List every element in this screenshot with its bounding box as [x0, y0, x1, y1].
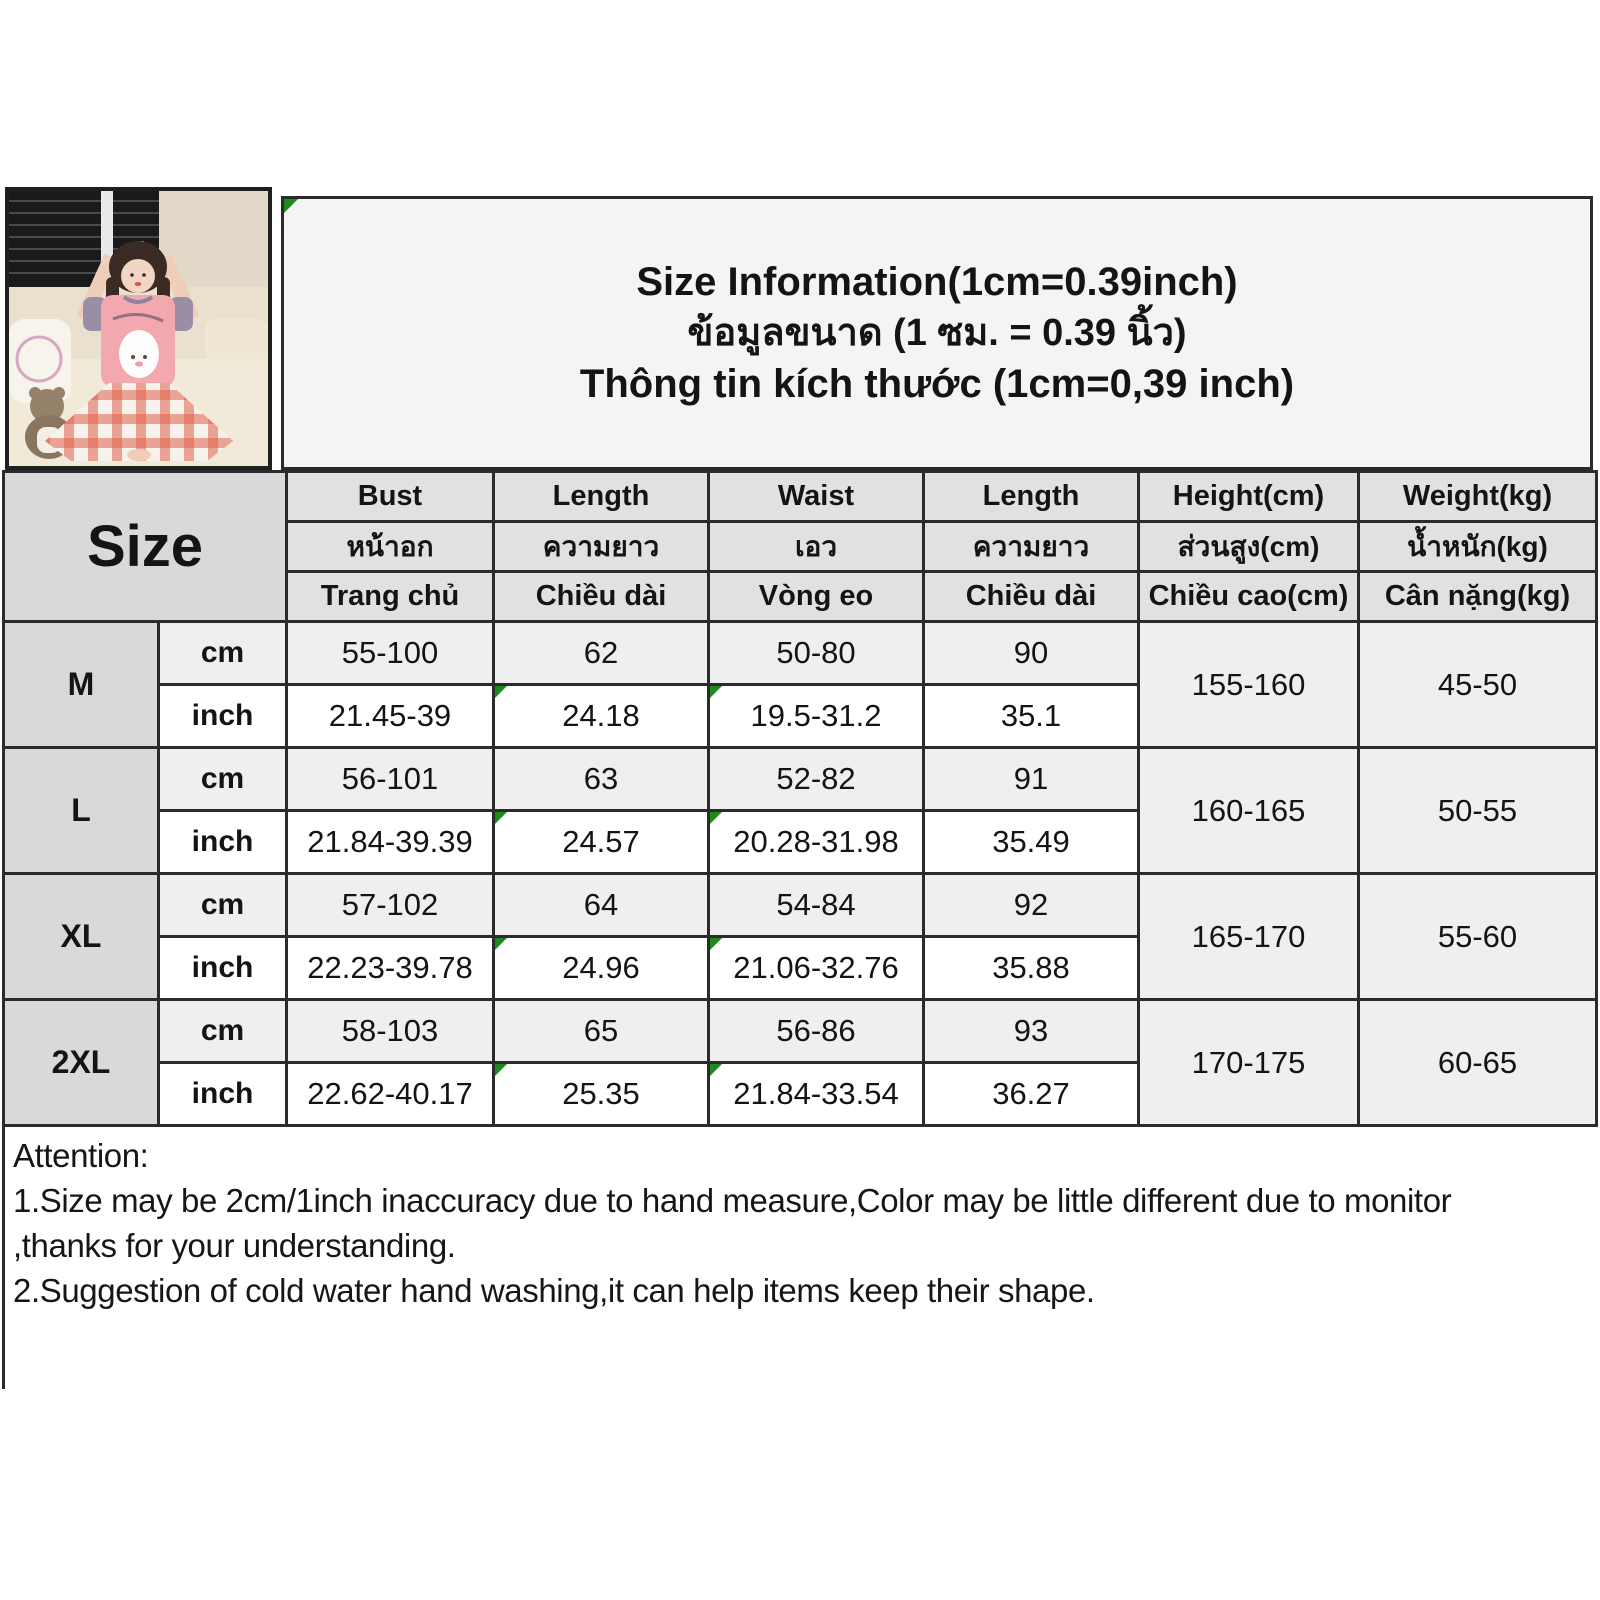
- value-xl-length2-inch: 35.88: [924, 937, 1139, 1000]
- unit-label-cm: cm: [159, 748, 287, 811]
- col-header-weight-th: น้ำหนัก(kg): [1359, 522, 1597, 572]
- value-xl-length-inch: 24.96: [494, 937, 709, 1000]
- col-header-weight-vi: Cân nặng(kg): [1359, 572, 1597, 622]
- green-corner-icon: [710, 938, 722, 950]
- value-xl-length2-cm: 92: [924, 874, 1139, 937]
- size-corner-cell: Size: [4, 472, 287, 622]
- size-label-m: M: [4, 622, 159, 748]
- row-xl-cm: [4, 874, 1597, 937]
- row-2xl-cm: [4, 1000, 1597, 1063]
- value-l-bust-cm: 56-101: [287, 748, 494, 811]
- product-photo: [5, 187, 272, 470]
- value-m-bust-cm: 55-100: [287, 622, 494, 685]
- row-l-cm: [4, 748, 1597, 811]
- value-2xl-length2-cm: 93: [924, 1000, 1139, 1063]
- value-m-height: 155-160: [1139, 622, 1359, 748]
- value-2xl-bust-inch: 22.62-40.17: [287, 1063, 494, 1126]
- attention-heading: Attention:: [13, 1137, 149, 1174]
- unit-label-cm: cm: [159, 1000, 287, 1063]
- value-m-waist-inch: 19.5-31.2: [709, 685, 924, 748]
- value-xl-waist-inch: 21.06-32.76: [709, 937, 924, 1000]
- value-m-bust-inch: 21.45-39: [287, 685, 494, 748]
- unit-label-inch: inch: [159, 685, 287, 748]
- green-corner-icon: [710, 1064, 722, 1076]
- value-xl-height: 165-170: [1139, 874, 1359, 1000]
- unit-label-cm: cm: [159, 622, 287, 685]
- col-header-bust-th: หน้าอก: [287, 522, 494, 572]
- value-l-length-cm: 63: [494, 748, 709, 811]
- value-l-length-inch: 24.57: [494, 811, 709, 874]
- size-info-header: [281, 196, 1593, 470]
- col-header-waist-vi: Vòng eo: [709, 572, 924, 622]
- value-xl-weight: 55-60: [1359, 874, 1597, 1000]
- value-m-length2-cm: 90: [924, 622, 1139, 685]
- col-header-height-th: ส่วนสูง(cm): [1139, 522, 1359, 572]
- size-label-2xl: 2XL: [4, 1000, 159, 1126]
- value-2xl-waist-inch: 21.84-33.54: [709, 1063, 924, 1126]
- value-xl-bust-inch: 22.23-39.78: [287, 937, 494, 1000]
- col-header-length2-th: ความยาว: [924, 522, 1139, 572]
- attention-notes: [2, 1127, 1562, 1389]
- unit-label-inch: inch: [159, 811, 287, 874]
- col-header-length-th: ความยาว: [494, 522, 709, 572]
- green-corner-icon: [495, 938, 507, 950]
- value-2xl-length-cm: 65: [494, 1000, 709, 1063]
- green-corner-icon: [495, 686, 507, 698]
- page-top-section: [0, 0, 1600, 470]
- value-2xl-waist-cm: 56-86: [709, 1000, 924, 1063]
- col-header-waist-th: เอว: [709, 522, 924, 572]
- green-corner-icon: [710, 686, 722, 698]
- value-l-length2-inch: 35.49: [924, 811, 1139, 874]
- value-l-height: 160-165: [1139, 748, 1359, 874]
- col-header-height-vi: Chiều cao(cm): [1139, 572, 1359, 622]
- green-corner-icon: [284, 199, 298, 213]
- value-xl-length-cm: 64: [494, 874, 709, 937]
- size-label-xl: XL: [4, 874, 159, 1000]
- value-2xl-weight: 60-65: [1359, 1000, 1597, 1126]
- value-l-weight: 50-55: [1359, 748, 1597, 874]
- value-2xl-bust-cm: 58-103: [287, 1000, 494, 1063]
- unit-label-inch: inch: [159, 937, 287, 1000]
- value-l-waist-inch: 20.28-31.98: [709, 811, 924, 874]
- value-m-length-inch: 24.18: [494, 685, 709, 748]
- green-corner-icon: [495, 812, 507, 824]
- value-l-length2-cm: 91: [924, 748, 1139, 811]
- value-2xl-height: 170-175: [1139, 1000, 1359, 1126]
- value-m-weight: 45-50: [1359, 622, 1597, 748]
- attention-note-2: 2.Suggestion of cold water hand washing,it can help items keep their shape.: [13, 1272, 1095, 1309]
- title-vietnamese: Thông tin kích thước (1cm=0,39 inch): [579, 361, 1295, 406]
- col-header-length-vi: Chiều dài: [494, 572, 709, 622]
- size-table: [2, 470, 1598, 1127]
- size-label-l: L: [4, 748, 159, 874]
- col-header-bust-vi: Trang chủ: [287, 572, 494, 622]
- col-header-waist-en: Waist: [709, 472, 924, 522]
- col-header-length-en: Length: [494, 472, 709, 522]
- col-header-weight-en: Weight(kg): [1359, 472, 1597, 522]
- pajama-model-illustration: [9, 191, 268, 466]
- value-xl-waist-cm: 54-84: [709, 874, 924, 937]
- attention-note-1: 1.Size may be 2cm/1inch inaccuracy due to hand measure,Color may be little different due to monitor ,thanks for your understanding.: [13, 1182, 1452, 1264]
- value-m-length-cm: 62: [494, 622, 709, 685]
- value-2xl-length-inch: 25.35: [494, 1063, 709, 1126]
- unit-label-inch: inch: [159, 1063, 287, 1126]
- value-l-waist-cm: 52-82: [709, 748, 924, 811]
- col-header-height-en: Height(cm): [1139, 472, 1359, 522]
- value-m-waist-cm: 50-80: [709, 622, 924, 685]
- title-english: Size Information(1cm=0.39inch): [636, 259, 1238, 304]
- col-header-length2-en: Length: [924, 472, 1139, 522]
- title-thai: ข้อมูลขนาด (1 ซม. = 0.39 นิ้ว): [687, 311, 1187, 354]
- col-header-bust-en: Bust: [287, 472, 494, 522]
- value-xl-bust-cm: 57-102: [287, 874, 494, 937]
- green-corner-icon: [495, 1064, 507, 1076]
- value-2xl-length2-inch: 36.27: [924, 1063, 1139, 1126]
- unit-label-cm: cm: [159, 874, 287, 937]
- green-corner-icon: [710, 812, 722, 824]
- header-row-english: [4, 472, 1597, 522]
- value-l-bust-inch: 21.84-39.39: [287, 811, 494, 874]
- value-m-length2-inch: 35.1: [924, 685, 1139, 748]
- row-m-cm: [4, 622, 1597, 685]
- col-header-length2-vi: Chiều dài: [924, 572, 1139, 622]
